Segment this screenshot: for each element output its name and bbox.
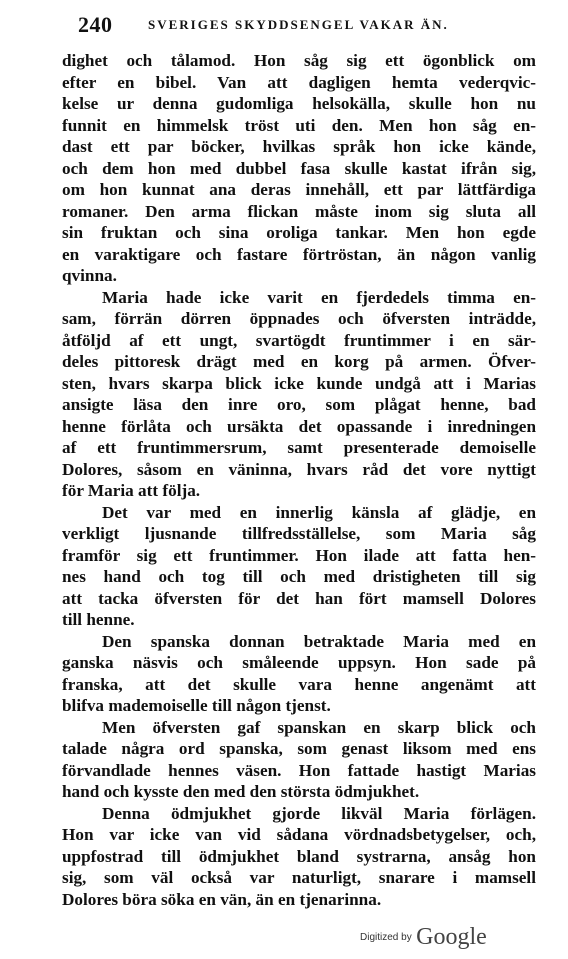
paragraph-end-line: blifva mademoiselle till någon tjenst.: [62, 696, 331, 715]
page-number: 240: [78, 12, 113, 37]
body-text: [62, 50, 536, 910]
digitization-watermark: [360, 924, 487, 954]
text-line: ganska näsvis och småleende uppsyn. Hon sade på: [62, 653, 536, 672]
paragraph-end-line: för Maria att följa.: [62, 481, 201, 500]
text-line: att tacka öfversten för det han fört mamsell Dolores: [62, 588, 536, 608]
text-line: dighet och tålamod. Hon såg sig ett ögonblick om: [62, 51, 536, 70]
text-line: Hon var icke van vid sådana vördnadsbetygelser, och,: [62, 825, 536, 844]
text-line: verkligt ljusnande tillfredsställelse, som Maria såg: [62, 524, 536, 543]
paragraph-start-line: Denna ödmjukhet gjorde likväl Maria förlägen.: [102, 803, 536, 823]
text-line: sin fruktan och sina oroliga tankar. Men hon egde: [62, 223, 536, 242]
text-line: sam, förrän dörren öppnades och öfversten inträdde,: [62, 309, 536, 328]
text-line: sig, som väl också var naturligt, snarare i mamsell: [62, 868, 536, 887]
text-line: talade några ord spanska, som genast liksom med ens: [62, 739, 536, 758]
text-line: en varaktigare och fastare förtröstan, än någon vanlig: [62, 244, 536, 264]
text-line: uppfostrad till ödmjukhet bland systrarna, ansåg hon: [62, 846, 536, 866]
text-line: funnit en himmelsk tröst uti den. Men hon såg en-: [62, 115, 536, 135]
text-line: deles pittoresk drägt med en korg på armen. Öfver-: [62, 352, 536, 371]
text-line: dast ett par böcker, hvilkas språk hon icke kände,: [62, 137, 536, 156]
text-line: framför sig ett fruntimmer. Hon ilade att fatta hen-: [62, 545, 536, 565]
paragraph-end-line: Dolores böra söka en vän, än en tjenarinna.: [62, 889, 382, 909]
paragraph-end-line: qvinna.: [62, 266, 117, 285]
text-line: Dolores, såsom en väninna, hvars råd det vore nyttigt: [62, 459, 536, 479]
text-line: romaner. Den arma flickan måste inom sig sluta all: [62, 201, 536, 221]
text-line: om hon kunnat ana deras innehåll, ett par lättfärdiga: [62, 180, 536, 199]
text-line: nes hand och tog till och med dristigheten till sig: [62, 567, 536, 586]
text-line: ansigte läsa den inre oro, som plågat henne, bad: [62, 395, 536, 414]
text-line: kelse ur denna gudomliga helsokälla, skulle hon nu: [62, 94, 536, 113]
page-header: [78, 12, 548, 36]
paragraph-end-line: hand och kysste den med den största ödmjukhet.: [62, 782, 420, 801]
google-logo: Google: [416, 924, 487, 950]
text-line: åtföljd af ett ungt, svartögdt fruntimmer i en sär-: [62, 330, 536, 350]
text-line: henne förlåta och ursäkta det opassande i inredningen: [62, 416, 536, 436]
paragraph-start-line: Men öfversten gaf spanskan en skarp blick och: [102, 717, 536, 737]
text-line: förvandlade hennes väsen. Hon fattade hastigt Marias: [62, 760, 536, 780]
text-line: och dem hon med dubbel fasa skulle kastat ifrån sig,: [62, 158, 536, 178]
digitized-by-label: Digitized by: [360, 932, 412, 943]
running-head: SVERIGES SKYDDSENGEL VAKAR ÄN.: [148, 17, 449, 32]
paragraph-start-line: Den spanska donnan betraktade Maria med en: [102, 631, 536, 651]
paragraph-end-line: till henne.: [62, 610, 135, 629]
paragraph-start-line: Maria hade icke varit en fjerdedels timma en-: [102, 287, 536, 307]
text-line: efter en bibel. Van att dagligen hemta vederqvic-: [62, 72, 536, 92]
text-line: sten, hvars skarpa blick icke kunde undgå att i Marias: [62, 373, 536, 393]
paragraph-start-line: Det var med en innerlig känsla af glädje, en: [102, 502, 536, 522]
text-line: franska, att det skulle vara henne angenämt att: [62, 674, 536, 694]
text-line: af ett fruntimmersrum, samt presenterade demoiselle: [62, 438, 536, 457]
